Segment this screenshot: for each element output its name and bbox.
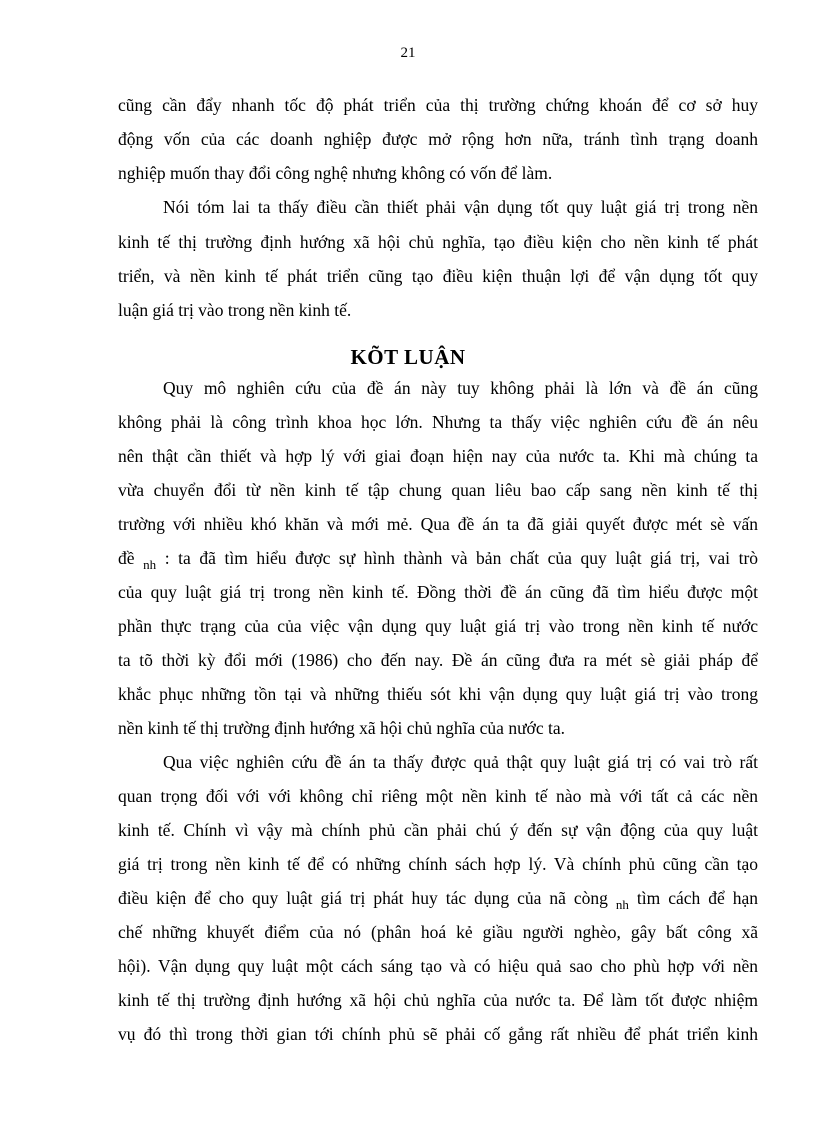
paragraph-4-line: giá trị trong nền kinh tế để có những chính sách hợp lý. Và chính phủ cũng cần tạo bbox=[118, 854, 758, 874]
paragraph-3-line: trường với nhiều khó khăn và mới mẻ. Qua đề án ta đã giải quyết được mét sè vấn bbox=[118, 514, 758, 534]
paragraph-1-line: động vốn của các doanh nghiệp được mở rộng hơn nữa, tránh tình trạng doanh bbox=[118, 129, 758, 149]
paragraph-3-line: nền kinh tế thị trường định hướng xã hội chủ nghĩa của nước ta. bbox=[118, 718, 565, 738]
paragraph-4-line: chế những khuyết điểm của nó (phân hoá kẻ giầu người nghèo, gây bất công xã bbox=[118, 922, 758, 942]
paragraph-2-line: luận giá trị vào trong nền kinh tế. bbox=[118, 300, 352, 320]
paragraph-4-line: kinh tế. Chính vì vậy mà chính phủ cần phải chú ý đến sự vận động của quy luật bbox=[118, 820, 758, 840]
paragraph-4-line: kinh tế thị trường định hướng xã hội chủ nghĩa của nước ta. Để làm tốt được nhiệm bbox=[118, 990, 758, 1010]
section-heading: KÕT LUẬN bbox=[350, 345, 466, 369]
paragraph-2-line: Nói tóm lai ta thấy điều cần thiết phải vận dụng tốt quy luật giá trị trong nền bbox=[163, 197, 758, 217]
subscript-fragment: nh bbox=[143, 557, 157, 572]
line-text-start: điều kiện để cho quy luật giá trị phát huy tác dụng của nã còng bbox=[118, 888, 608, 908]
line-text-end: tìm cách để hạn bbox=[636, 888, 759, 908]
paragraph-3-line: Quy mô nghiên cứu của đề án này tuy không phải là lớn và đề án cũng bbox=[163, 378, 758, 398]
paragraph-1-line: cũng cần đẩy nhanh tốc độ phát triển của thị trường chứng khoán để cơ sở huy bbox=[118, 95, 758, 115]
paragraph-2-line: kinh tế thị trường định hướng xã hội chủ nghĩa, tạo điều kiện cho nền kinh tế phát bbox=[118, 232, 758, 252]
paragraph-2-line: triển, và nền kinh tế phát triển cũng tạo điều kiện thuận lợi để vận dụng tốt quy bbox=[118, 266, 758, 286]
paragraph-3-line: phần thực trạng của của việc vận dụng quy luật giá trị vào trong nền kinh tế nước bbox=[118, 616, 758, 636]
paragraph-3-line-with-subscript bbox=[118, 548, 758, 570]
line-text-end: : ta đã tìm hiểu được sự hình thành và bản chất của quy luật giá trị, vai trò bbox=[164, 548, 759, 568]
paragraph-3-line: nên thật cần thiết và hợp lý với giai đoạn hiện nay của nước ta. Khi mà chúng ta bbox=[118, 446, 758, 466]
paragraph-3-line: không phải là công trình khoa học lớn. Nhưng ta thấy việc nghiên cứu đề án nêu bbox=[118, 412, 758, 432]
paragraph-3-line: vừa chuyển đổi từ nền kinh tế tập chung quan liêu bao cấp sang nền kinh tế thị bbox=[118, 480, 758, 500]
paragraph-4-line: quan trọng đối với với không chỉ riêng một nền kinh tế nào mà với tất cả các nền bbox=[118, 786, 758, 806]
page-number: 21 bbox=[400, 45, 416, 61]
paragraph-1-line: nghiệp muốn thay đổi công nghệ nhưng không có vốn để làm. bbox=[118, 163, 553, 183]
paragraph-4-line-with-subscript bbox=[118, 888, 758, 910]
paragraph-3-line: của quy luật giá trị trong nền kinh tế. Đồng thời đề án cũng đã tìm hiểu được một bbox=[118, 582, 758, 602]
subscript-fragment: nh bbox=[615, 897, 629, 912]
paragraph-4-line: Qua việc nghiên cứu đề án ta thấy được quả thật quy luật giá trị có vai trò rất bbox=[163, 752, 758, 772]
paragraph-4-line: vụ đó thì trong thời gian tới chính phủ sẽ phải cố gắng rất nhiều để phát triển kinh bbox=[118, 1024, 758, 1044]
paragraph-4-line: hội). Vận dụng quy luật một cách sáng tạo và có hiệu quả sao cho phù hợp với nền bbox=[118, 956, 758, 976]
paragraph-3-line: khắc phục những tồn tại và những thiếu sót khi vận dụng quy luật giá trị vào trong bbox=[118, 684, 758, 704]
line-text-start: đề bbox=[118, 548, 135, 568]
paragraph-3-line: ta tõ thời kỳ đổi mới (1986) cho đến nay. Đề án cũng đưa ra mét sè giải pháp để bbox=[118, 650, 758, 670]
